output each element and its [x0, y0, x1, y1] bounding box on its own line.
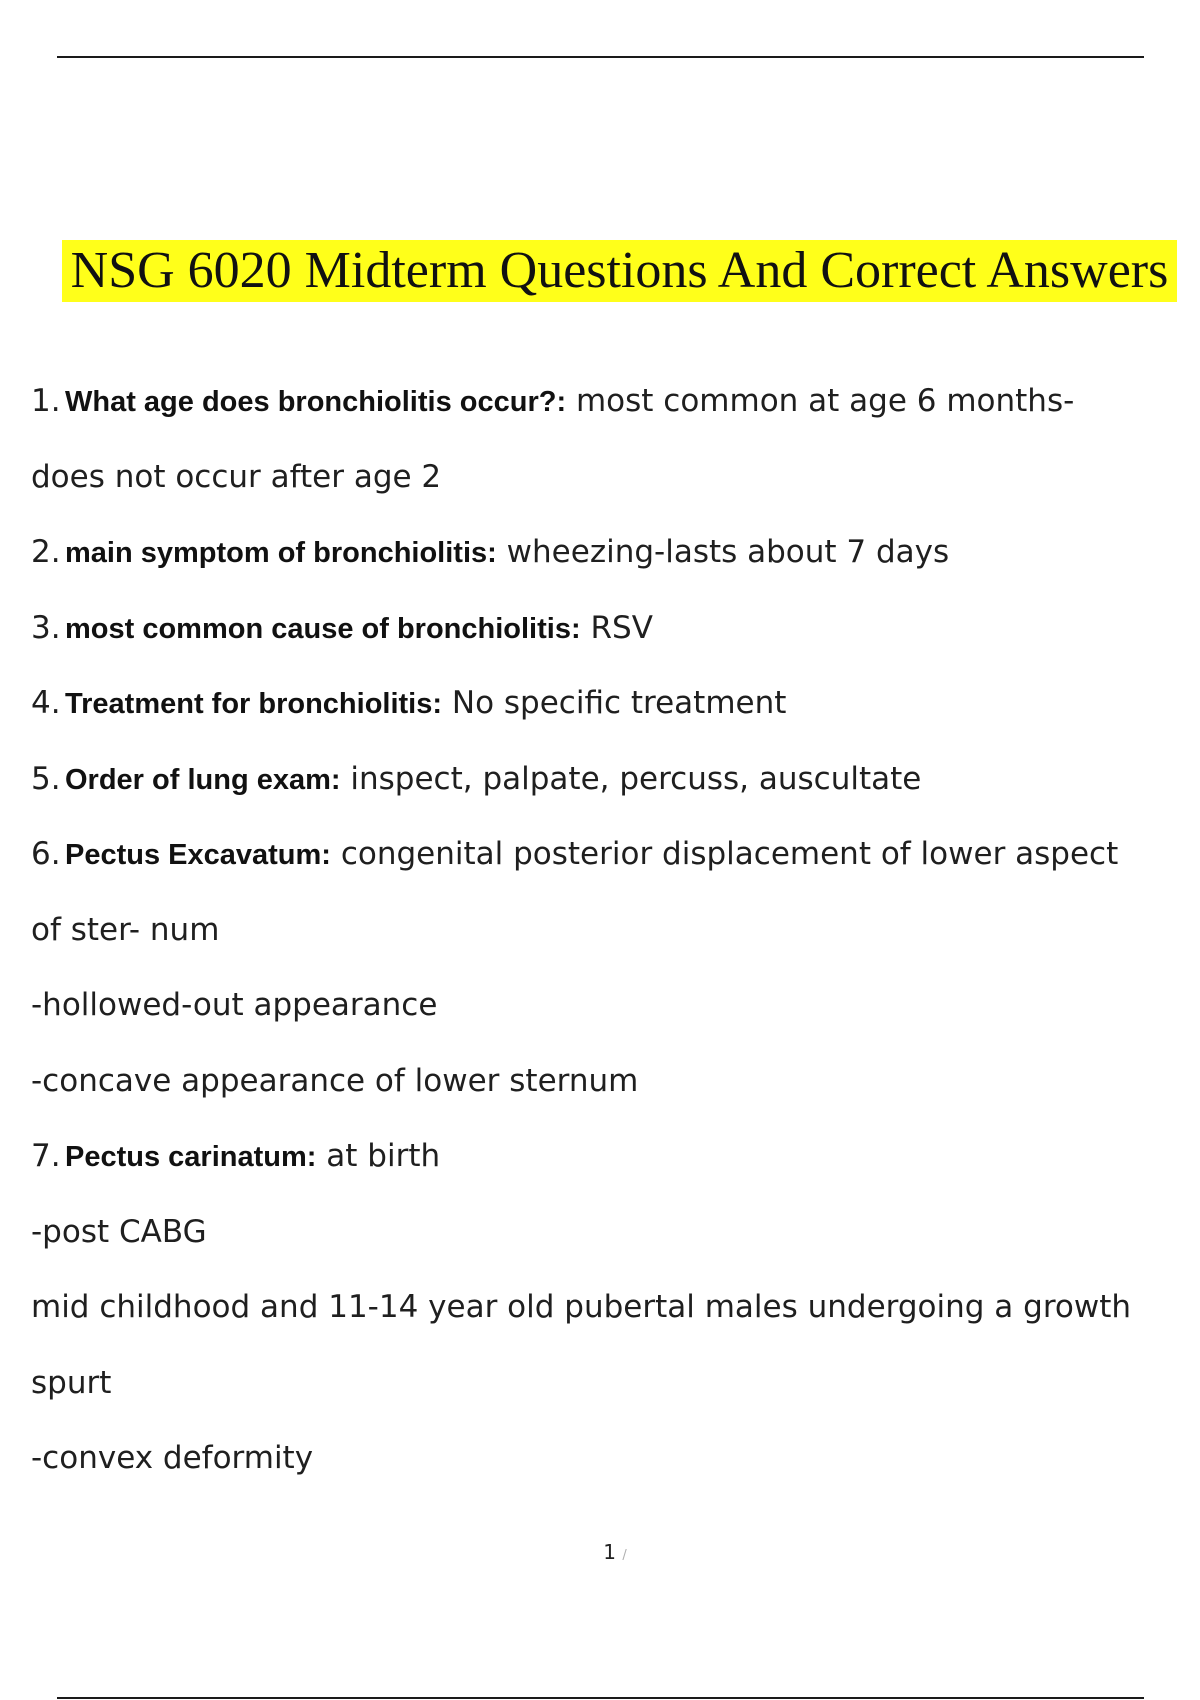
- page-title: NSG 6020 Midterm Questions And Correct Answers: [70, 242, 1169, 299]
- page-number: [0, 1540, 1200, 1564]
- list-item-continuation: [31, 1193, 1181, 1269]
- list-item: [31, 664, 1181, 740]
- list-item: [31, 740, 1181, 816]
- page-number-value: 1: [603, 1540, 616, 1564]
- title-highlight: [62, 240, 1177, 302]
- top-rule: [57, 56, 1144, 58]
- item-number: 1.: [31, 383, 61, 419]
- list-item-continuation: [31, 1042, 1181, 1118]
- list-item-continuation: [31, 966, 1181, 1042]
- answer-text: -convex deformity: [31, 1440, 314, 1476]
- answer-text: congenital posterior displacement of lower aspect: [330, 836, 1119, 872]
- item-number: 6.: [31, 836, 61, 872]
- list-item: [31, 589, 1181, 665]
- bottom-rule: [57, 1697, 1144, 1699]
- answer-text: -hollowed-out appearance: [31, 987, 438, 1023]
- answer-text: -post CABG: [31, 1213, 207, 1250]
- list-item-continuation: [31, 438, 1181, 514]
- item-number: 5.: [31, 760, 61, 797]
- item-number: 4.: [31, 685, 61, 721]
- list-item-continuation: [31, 1344, 1181, 1420]
- list-item-continuation: [31, 1419, 1181, 1495]
- answer-text: RSV: [580, 609, 653, 646]
- answer-text: inspect, palpate, percuss, auscultate: [340, 760, 922, 797]
- answer-text: mid childhood and 11-14 year old pubertal males undergoing a growth: [31, 1289, 1132, 1325]
- question-text: Pectus Excavatum:: [65, 839, 331, 871]
- item-number: 7.: [31, 1138, 61, 1174]
- list-item: [31, 513, 1181, 589]
- question-text: main symptom of bronchiolitis:: [65, 537, 497, 569]
- answer-text: of ster- num: [31, 911, 220, 948]
- item-number: 2.: [31, 534, 61, 570]
- question-text: Order of lung exam:: [65, 763, 341, 796]
- list-item: [31, 815, 1181, 891]
- answer-text: does not occur after age 2: [31, 458, 442, 495]
- page-separator: /: [622, 1548, 627, 1563]
- question-text: Pectus carinatum:: [65, 1141, 317, 1173]
- list-item: [31, 362, 1181, 438]
- question-text: most common cause of bronchiolitis:: [65, 612, 581, 645]
- list-item-continuation: [31, 1268, 1181, 1344]
- question-text: Treatment for bronchiolitis:: [65, 688, 443, 720]
- item-number: 3.: [31, 609, 61, 646]
- answer-text: spurt: [31, 1364, 112, 1401]
- answer-text: No specific treatment: [442, 685, 787, 721]
- answer-text: -concave appearance of lower sternum: [31, 1062, 639, 1099]
- answer-text: most common at age 6 months-: [566, 383, 1075, 419]
- question-text: What age does bronchiolitis occur?:: [65, 386, 567, 418]
- qa-list: [31, 362, 1181, 1495]
- answer-text: wheezing-lasts about 7 days: [496, 534, 950, 570]
- list-item: [31, 1117, 1181, 1193]
- answer-text: at birth: [316, 1138, 441, 1174]
- list-item-continuation: [31, 891, 1181, 967]
